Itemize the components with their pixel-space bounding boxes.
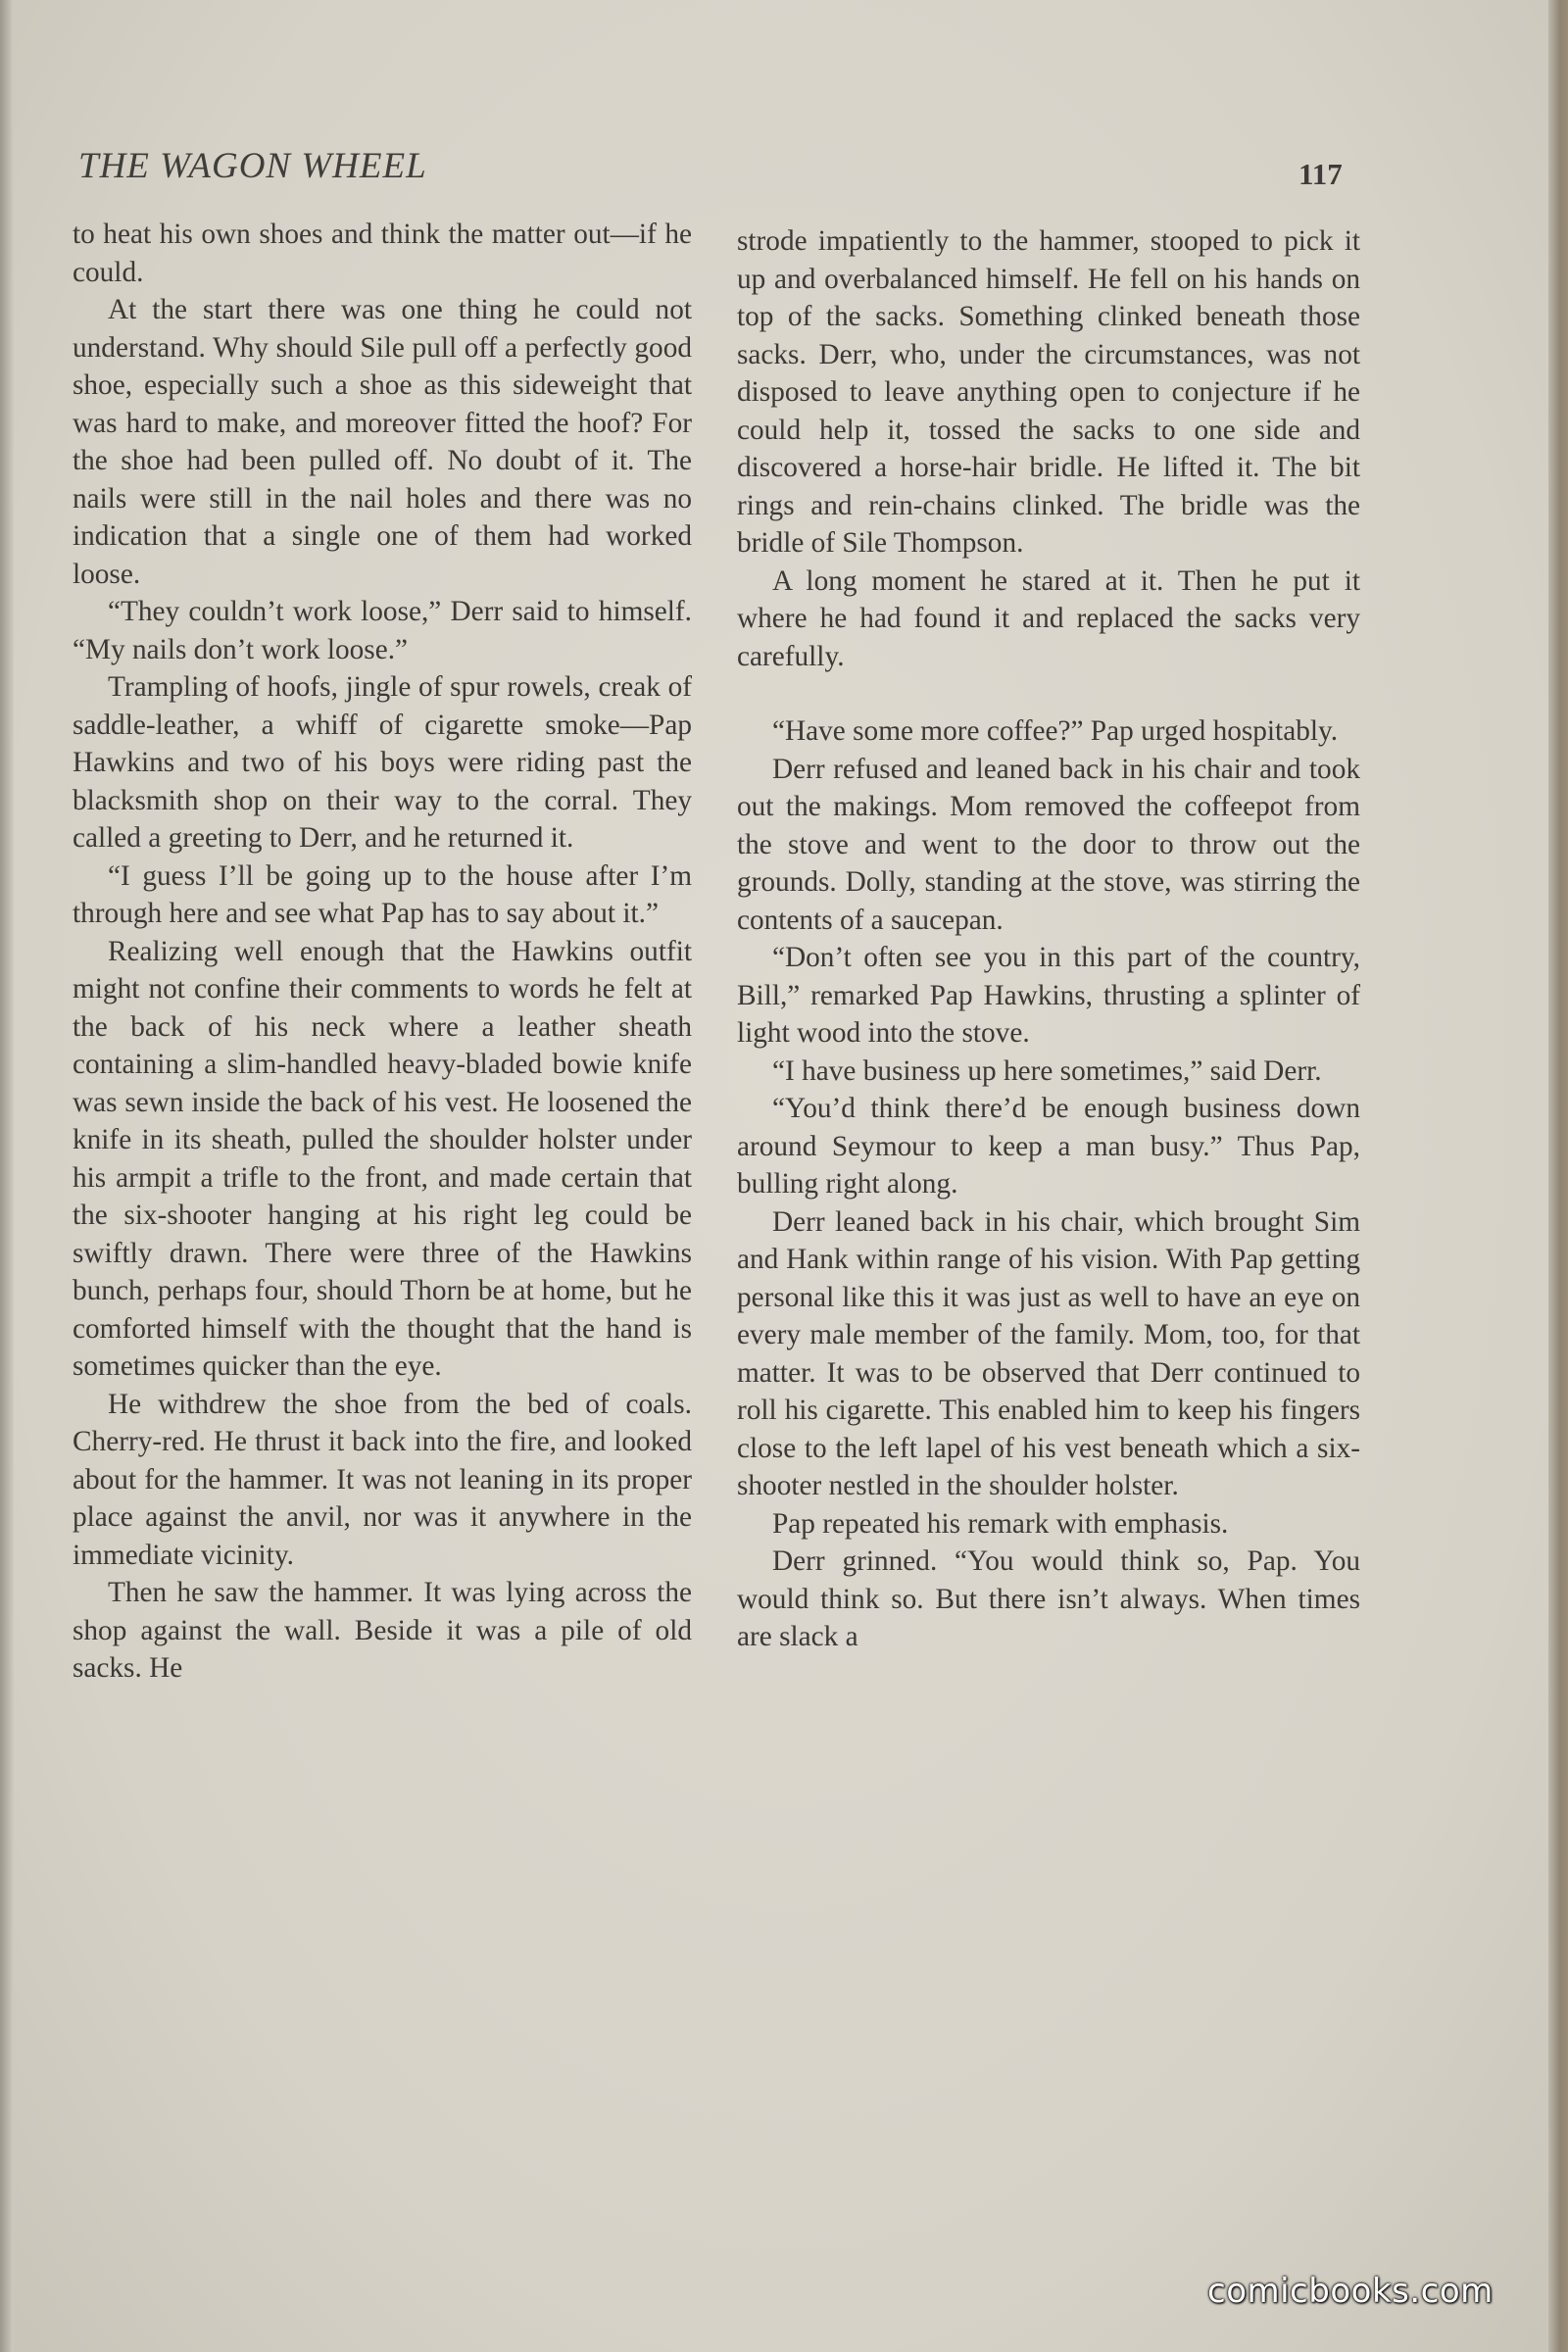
page-left-edge <box>0 0 14 2352</box>
paragraph: Pap repeated his remark with emphasis. <box>772 1507 1229 1540</box>
paragraph: “I have business up here sometimes,” said Derr. <box>772 1054 1322 1087</box>
paragraph: “You’d think there’d be enough business down around Seymour to keep a man busy.” Thus Pap, bulling right along. <box>737 1093 1360 1200</box>
watermark: comicbooks.com <box>1207 2272 1494 2311</box>
paragraph: “Have some more coffee?” Pap urged hospitably. <box>772 715 1339 747</box>
paragraph: Trampling of hoofs, jingle of spur rowels, creak of saddle-leather, a whiff of cigarette smoke—Pap Hawkins and two of his boys were riding past the blacksmith shop on their way to the corral. They called a greeting to Derr, and he returned it. <box>73 671 692 854</box>
page-number: 117 <box>1298 157 1343 191</box>
paragraph: He withdrew the shoe from the bed of coals. Cherry-red. He thrust it back into the fire, and looked about for the hammer. It was not leaning in its proper place against the anvil, nor was it anywhere in the immediate vicinity. <box>73 1388 692 1571</box>
running-head: THE WAGON WHEEL <box>78 146 427 186</box>
paragraph: Then he saw the hammer. It was lying across the shop against the wall. Beside it was a pile of old sacks. He <box>73 1577 692 1684</box>
paragraph: Derr grinned. “You would think so, Pap. You would think so. But there isn’t always. When times are slack a <box>737 1545 1360 1652</box>
page-right-edge <box>1548 0 1568 2352</box>
paragraph: Derr refused and leaned back in his chair and took out the makings. Mom removed the coffeepot from the stove and went to the door to throw out the grounds. Dolly, standing at the stove, was stirring the contents of a saucepan. <box>737 753 1360 936</box>
paragraph: At the start there was one thing he could not understand. Why should Sile pull off a perfectly good shoe, especially such a shoe as this sideweight that was hard to make, and moreover fitted the hoof? For the shoe had been pulled off. No doubt of it. The nails were still in the nail holes and there was no indication that a single one of them had worked loose. <box>73 294 692 590</box>
paragraph: Realizing well enough that the Hawkins outfit might not confine their comments to words he felt at the back of his neck where a leather sheath containing a slim-handled heavy-bladed bowie knife was sewn inside the back of his vest. He loosened the knife in its sheath, pulled the shoulder holster under his armpit a trifle to the front, and made certain that the six-shooter hanging at his right leg could be swiftly drawn. There were three of the Hawkins bunch, perhaps four, should Thorn be at home, but he comforted himself with the thought that the hand is sometimes quicker than the eye. <box>73 935 692 1382</box>
right-column <box>737 222 1360 1656</box>
paragraph: A long moment he stared at it. Then he put it where he had found it and replaced the sacks very carefully. <box>737 564 1360 672</box>
paragraph: “They couldn’t work loose,” Derr said to himself. “My nails don’t work loose.” <box>73 596 692 665</box>
left-column <box>73 216 692 1688</box>
paragraph: to heat his own shoes and think the matter out—if he could. <box>73 219 692 288</box>
paragraph: Derr leaned back in his chair, which brought Sim and Hank within range of his vision. With Pap getting personal like this it was just as well to have an eye on every male member of the family. Mom, too, for that matter. It was to be observed that Derr continued to roll his cigarette. This enabled him to keep his fingers close to the left lapel of his vest beneath which a six-shooter nestled in the shoulder holster. <box>737 1205 1360 1501</box>
paragraph: “Don’t often see you in this part of the country, Bill,” remarked Pap Hawkins, thrusting a splinter of light wood into the stove. <box>737 942 1360 1049</box>
paragraph: “I guess I’ll be going up to the house after I’m through here and see what Pap has to say about it.” <box>73 859 692 929</box>
paragraph: strode impatiently to the hammer, stooped to pick it up and overbalanced himself. He fell on his hands on top of the sacks. Something clinked beneath those sacks. Derr, who, under the circumstances, was not disposed to leave anything open to conjecture if he could help it, tossed the sacks to one side and discovered a horse-hair bridle. He lifted it. The bit rings and rein-chains clinked. The bridle was the bridle of Sile Thompson. <box>737 225 1360 559</box>
